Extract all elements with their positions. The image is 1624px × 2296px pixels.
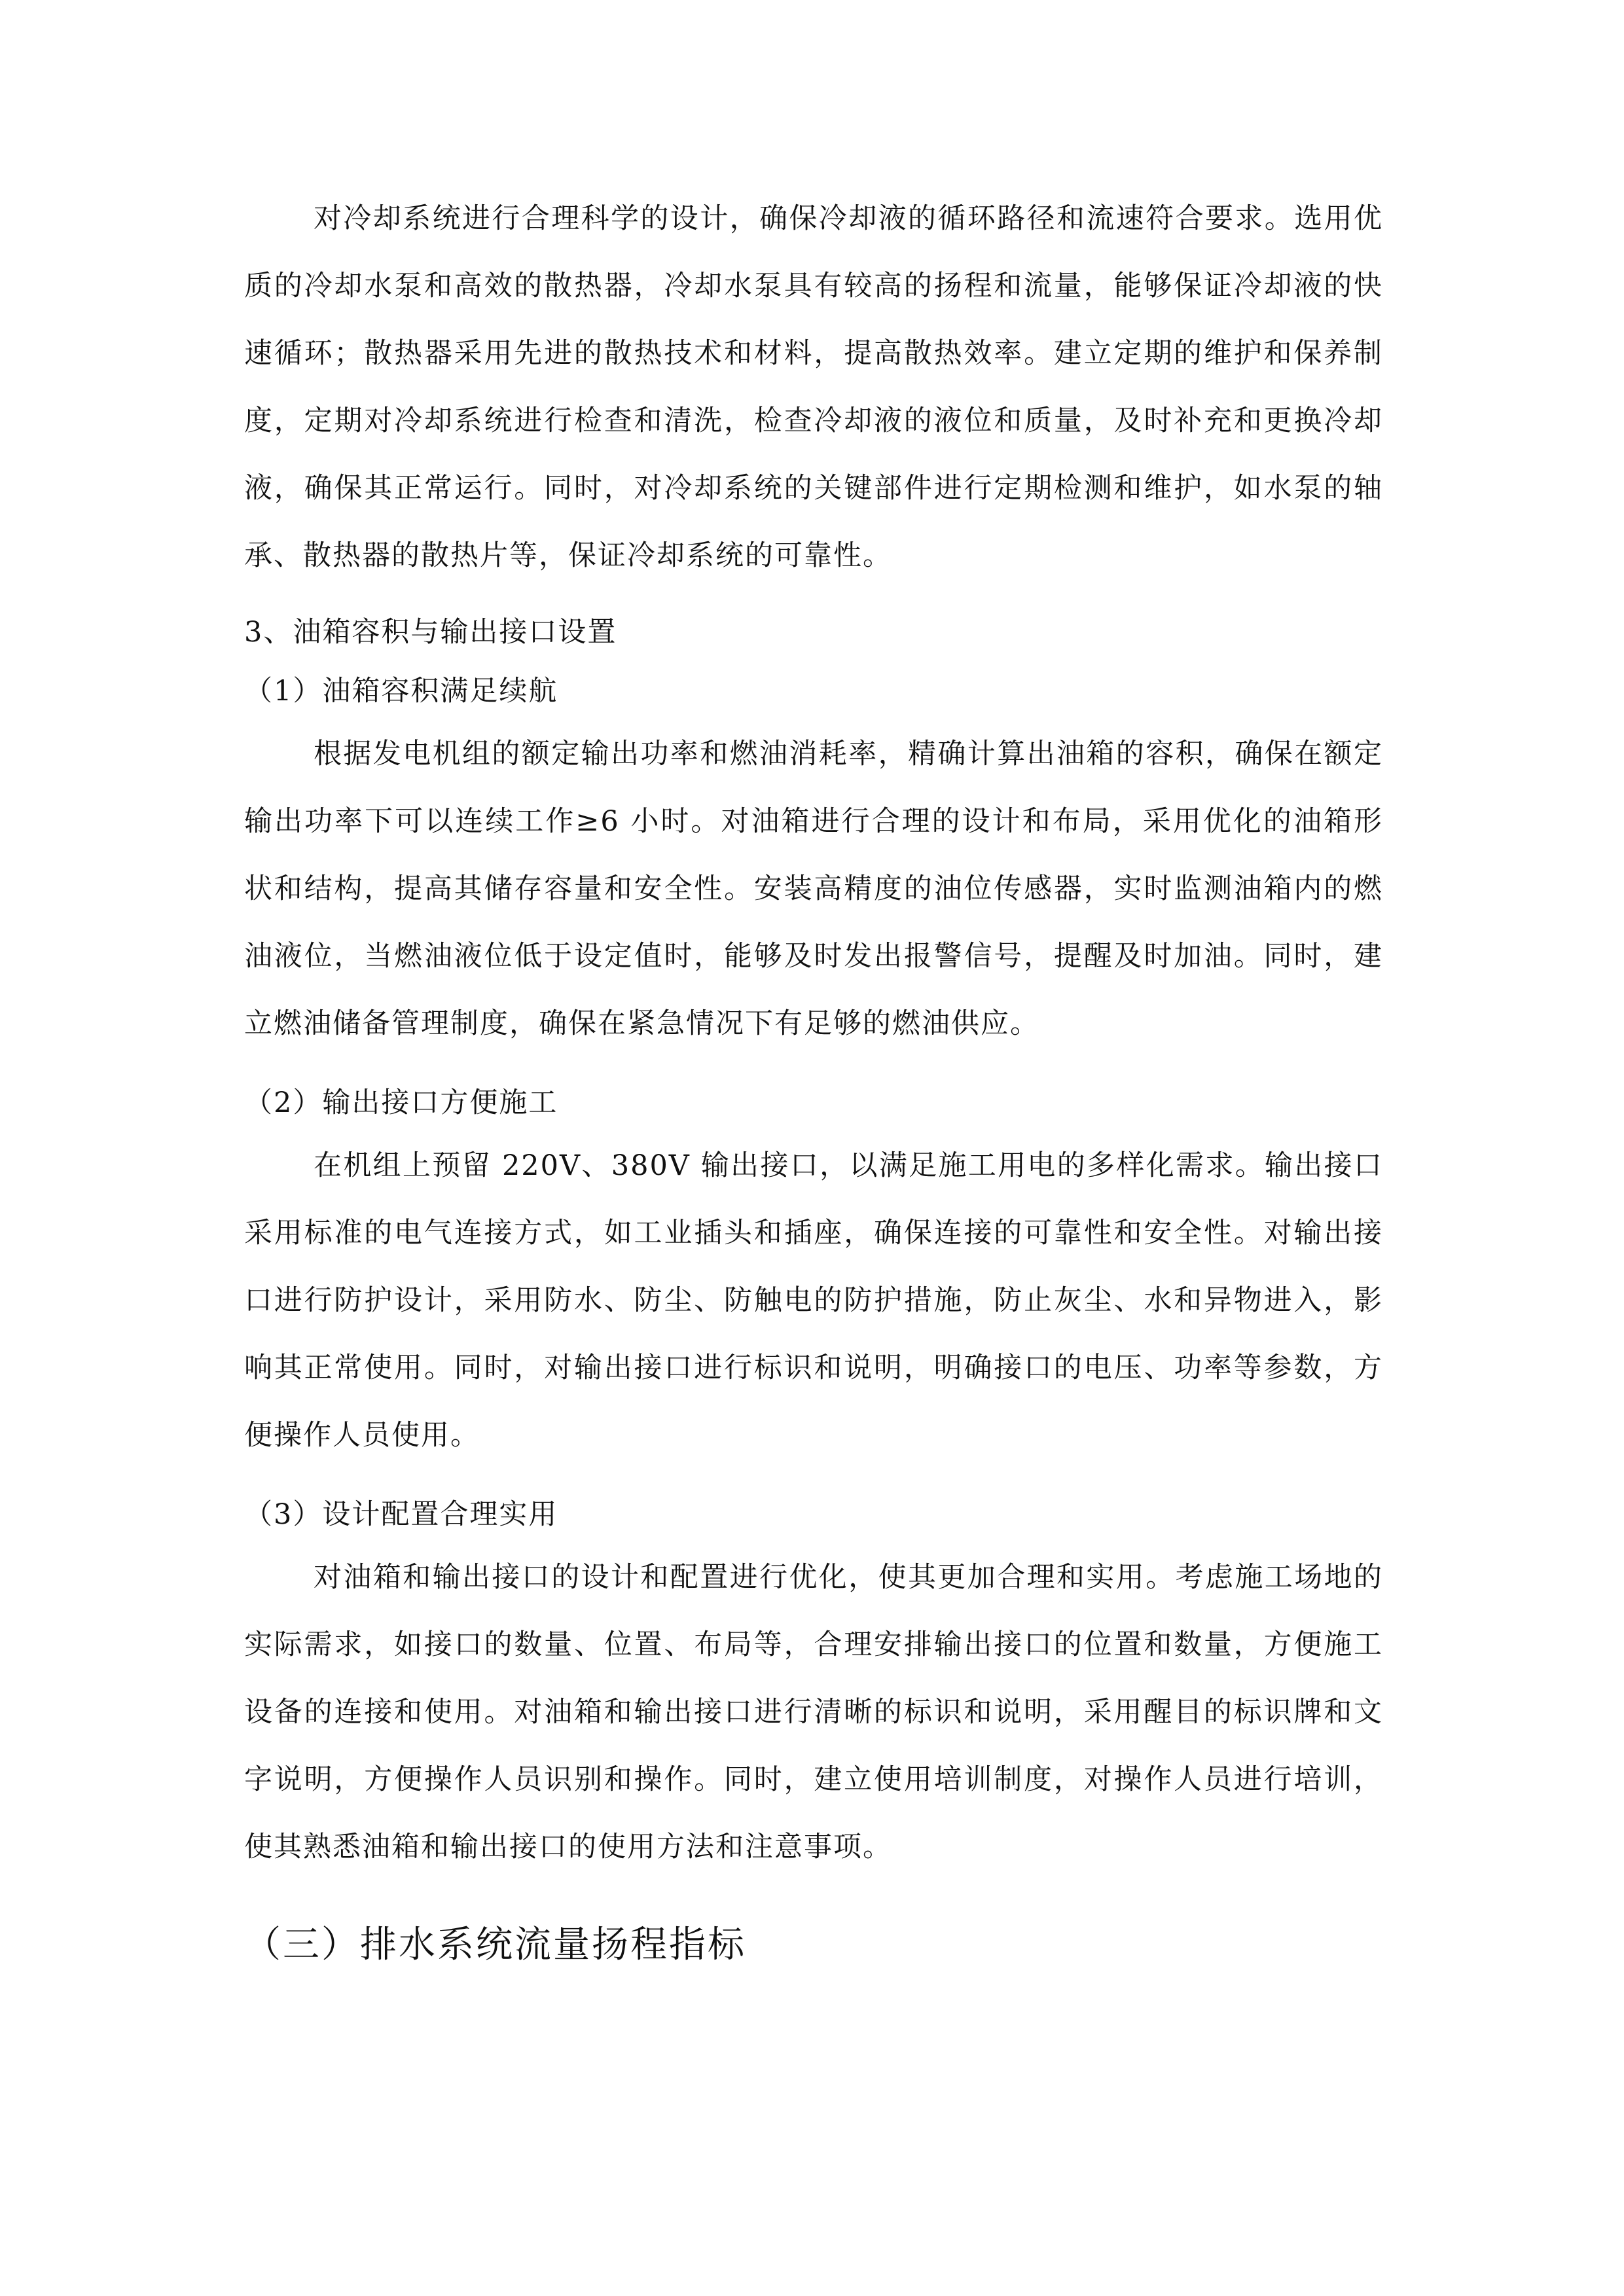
subheading-output-interface: （2）输出接口方便施工 xyxy=(244,1086,558,1119)
paragraph-cooling-system: 对冷却系统进行合理科学的设计，确保冷却液的循环路径和流速符合要求。选用优质的冷却水泵和高效的散热器，冷却水泵具有较高的扬程和流量，能够保证冷却液的快速循环；散热器采用先进的散热技术和材料，提高散热效率。建立定期的维护和保养制度，定期对冷却系统进行检查和清洗，检查冷却液的液位和质量，及时补充和更换冷却液，确保其正常运行。同时，对冷却系统的关键部件进行定期检测和维护，如水泵的轴承、散热器的散热片等，保证冷却系统的可靠性。 xyxy=(244,202,1383,572)
document-page xyxy=(244,185,1383,1978)
paragraph-design-config: 对油箱和输出接口的设计和配置进行优化，使其更加合理和实用。考虑施工场地的实际需求，如接口的数量、位置、布局等，合理安排输出接口的位置和数量，方便施工设备的连接和使用。对油箱和输出接口进行清晰的标识和说明，采用醒目的标识牌和文字说明，方便操作人员识别和操作。同时，建立使用培训制度，对操作人员进行培训，使其熟悉油箱和输出接口的使用方法和注意事项。 xyxy=(244,1561,1383,1863)
section-title-drainage: （三）排水系统流量扬程指标 xyxy=(244,1924,746,1966)
heading-tank-and-interface: 3、油箱容积与输出接口设置 xyxy=(244,616,617,649)
subheading-design-config: （3）设计配置合理实用 xyxy=(244,1498,558,1531)
paragraph-output-interface: 在机组上预留 220V、380V 输出接口，以满足施工用电的多样化需求。输出接口采用标准的电气连接方式，如工业插头和插座，确保连接的可靠性和安全性。对输出接口进行防护设计，采用防水、防尘、防触电的防护措施，防止灰尘、水和异物进入，影响其正常使用。同时，对输出接口进行标识和说明，明确接口的电压、功率等参数，方便操作人员使用。 xyxy=(244,1149,1383,1452)
paragraph-tank-capacity: 根据发电机组的额定输出功率和燃油消耗率，精确计算出油箱的容积，确保在额定输出功率下可以连续工作≥6 小时。对油箱进行合理的设计和布局，采用优化的油箱形状和结构，提高其储存容量和安全性。安装高精度的油位传感器，实时监测油箱内的燃油液位，当燃油液位低于设定值时，能够及时发出报警信号，提醒及时加油。同时，建立燃油储备管理制度，确保在紧急情况下有足够的燃油供应。 xyxy=(244,738,1383,1040)
subheading-tank-capacity: （1）油箱容积满足续航 xyxy=(244,675,558,708)
